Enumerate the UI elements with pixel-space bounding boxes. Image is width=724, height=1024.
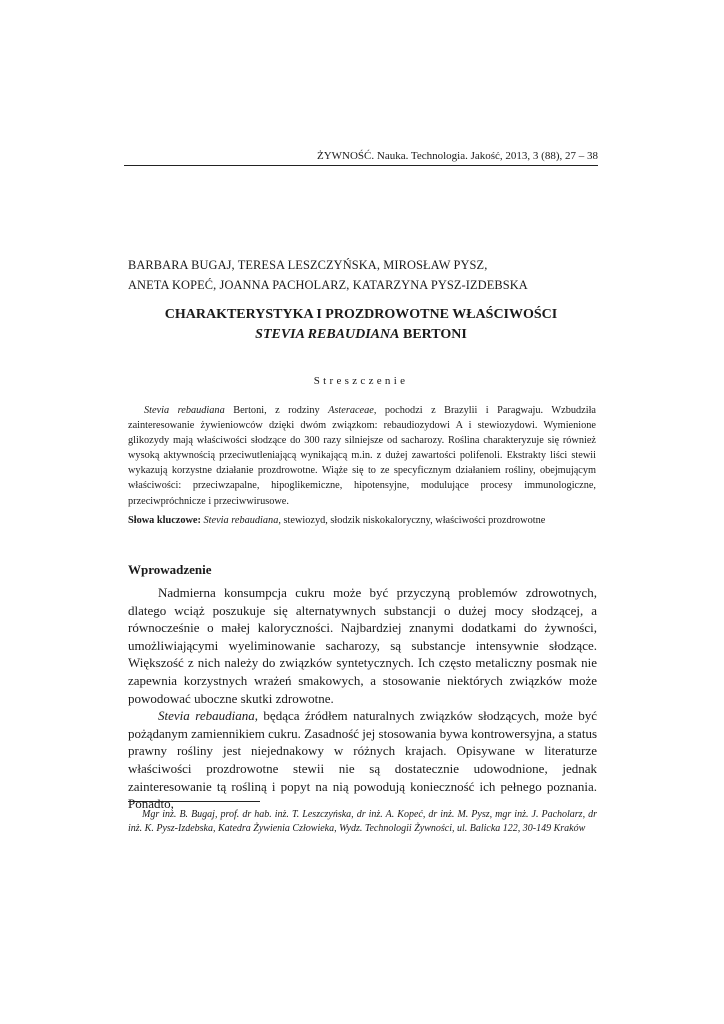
- title-line-1: CHARAKTERYSTYKA I PROZDROWOTNE WŁAŚCIWOŚCI: [164, 307, 558, 322]
- footnote-rule: [128, 801, 260, 802]
- running-head: ŻYWNOŚĆ. Nauka. Technologia. Jakość, 2013, 3 (88), 27 – 38: [316, 150, 598, 162]
- author-list: [128, 255, 598, 295]
- header-rule: [124, 165, 598, 166]
- body-text: [128, 584, 597, 813]
- section-heading: Wprowadzenie: [128, 562, 212, 577]
- abstract-species: Stevia rebaudiana: [144, 405, 225, 416]
- title-line-2: [124, 325, 598, 345]
- keywords: [128, 515, 598, 526]
- abstract-part-1: Bertoni, z rodziny: [224, 405, 329, 416]
- authors-line-1: BARBARA BUGAJ, TERESA LESZCZYŃSKA, MIROSŁAW PYSZ,: [128, 258, 488, 272]
- article-title: [124, 305, 598, 345]
- paragraph-2-species: Stevia rebaudiana: [158, 708, 255, 724]
- paragraph-2-rest: , będąca źródłem naturalnych związków słodzących, może być pożądanym zamiennikiem cukru. Zasadność jej stosowania bywa kontrowersyjna, a status prawny rośliny jest niejednakowy w różnych krajach. Opisywane w literaturze właściwości prozdrowotne stewii nie są dostatecznie udowodnione, jednak zainteresowanie tą rośliną i popyt na nią powodują konieczność ich pełnego poznania. Ponadto,: [128, 708, 597, 812]
- title-author-suffix: BERTONI: [403, 327, 467, 342]
- authors-line-2: ANETA KOPEĆ, JOANNA PACHOLARZ, KATARZYNA PYSZ-IZDEBSKA: [128, 278, 528, 292]
- abstract-heading: Streszczenie: [313, 375, 409, 387]
- keywords-rest: , stewiozyd, słodzik niskokaloryczny, właściwości prozdrowotne: [278, 515, 546, 526]
- abstract-family: Asteraceae: [328, 405, 374, 416]
- abstract-text: [128, 403, 596, 509]
- paragraph-2: [128, 707, 597, 813]
- footnote: Mgr inż. B. Bugaj, prof. dr hab. inż. T. Leszczyńska, dr inż. A. Kopeć, dr inż. M. Pysz, mgr inż. J. Pacholarz, dr inż. K. Pysz-Izdebska, Katedra Żywienia Człowieka, Wydz. Technologii Żywności, ul. Balicka 122, 30-149 Kraków: [128, 809, 597, 834]
- abstract-part-2: , pochodzi z Brazylii i Paragwaju. Wzbudziła zainteresowanie żywieniowców dzięki dwóm związkom: rebaudiozydowi A i stewiozydowi. Wymienione glikozydy mają właściwości słodzące do 300 razy silniejsze od sacharozy. Roślina charakteryzuje się również wysoką aktywnością przeciwutleniającą wynikającą m.in. z dużej zawartości polifenoli. Ekstrakty liści stewii wykazują korzystne działanie prozdrowotne. Wiąże się to ze specyficznym działaniem rośliny, obejmującym właściwości: przeciwzapalne, hipoglikemiczne, hipotensyjne, modulujące procesy immunologiczne, przeciwpróchnicze i przeciwwirusowe.: [128, 405, 597, 507]
- title-species: STEVIA REBAUDIANA: [255, 327, 400, 342]
- paragraph-1: Nadmierna konsumpcja cukru może być przyczyną problemów zdrowotnych, dlatego wciąż poszukuje się alternatywnych substancji o dużej mocy słodzącej, a równocześnie o małej kaloryczności. Najbardziej znanymi dodatkami do żywności, umożliwiającymi wyeliminowanie sacharozy, są substancje intensywnie słodzące. Większość z nich należy do związków syntetycznych. Ich często metaliczny posmak nie zapewnia korzystnych wrażeń smakowych, a stosowanie niektórych związków może powodować uboczne skutki zdrowotne.: [128, 585, 597, 706]
- keywords-species: Stevia rebaudiana: [203, 515, 279, 526]
- keywords-label: Słowa kluczowe:: [128, 515, 201, 526]
